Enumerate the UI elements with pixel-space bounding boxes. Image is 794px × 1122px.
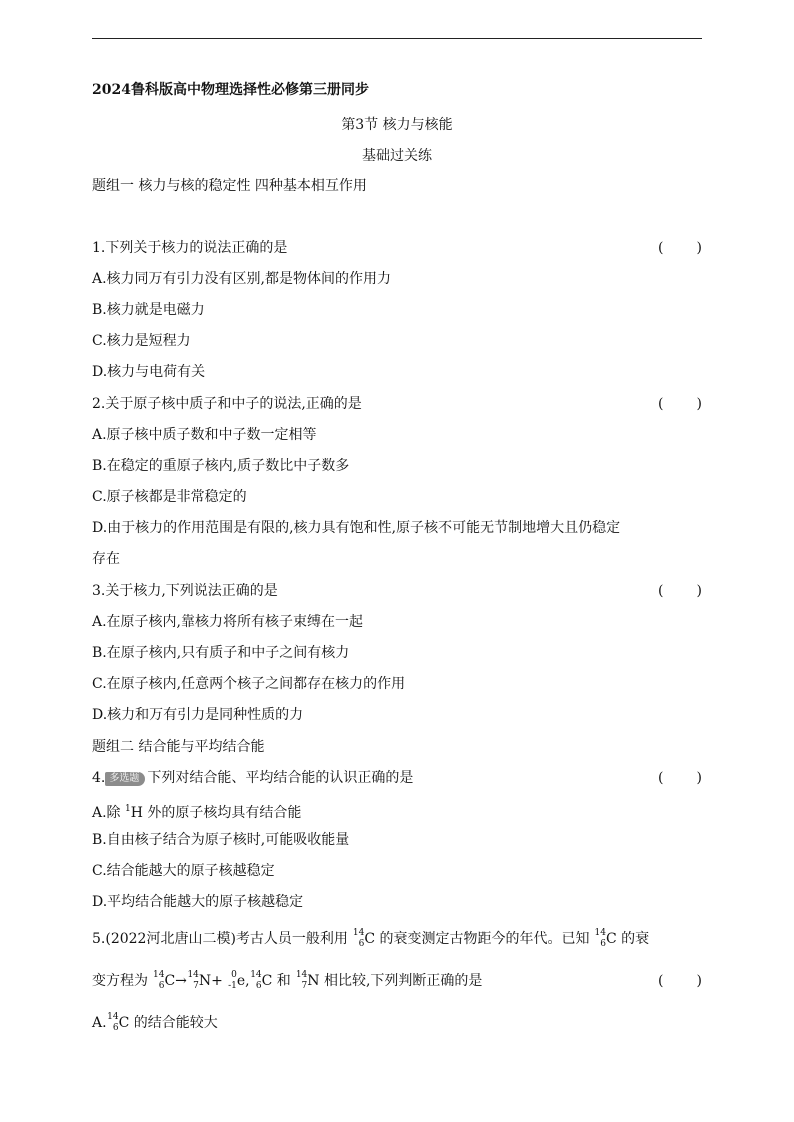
header-rule xyxy=(92,38,702,39)
multi-choice-badge: 多选题 xyxy=(105,772,145,786)
answer-bracket: ( ) xyxy=(658,240,702,256)
document-title: 2024鲁科版高中物理选择性必修第三册同步 xyxy=(92,82,369,98)
question-stem-text: 3.关于核力,下列说法正确的是 xyxy=(92,583,278,599)
question-3-option-b: B.在原子核内,只有质子和中子之间有核力 xyxy=(92,645,350,661)
question-1-option-d: D.核力与电荷有关 xyxy=(92,364,206,380)
question-4-option-a: A.除 $^1$H 外的原子核均具有结合能 xyxy=(92,804,302,821)
nuclide-nitrogen-14: 14 7 xyxy=(295,970,308,991)
question-4-option-c: C.结合能越大的原子核越稳定 xyxy=(92,863,275,879)
nuclide-carbon-14: 14 6 xyxy=(352,928,365,949)
answer-bracket: ( ) xyxy=(658,396,702,412)
nuclide-carbon-14: 14 6 xyxy=(250,970,262,991)
question-2-option-d: D.由于核力的作用范围是有限的,核力具有饱和性,原子核不可能无节制地增大且仍稳定 xyxy=(92,520,621,536)
question-2-option-a: A.原子核中质子数和中子数一定相等 xyxy=(92,427,317,443)
question-3-option-d: D.核力和万有引力是同种性质的力 xyxy=(92,707,304,723)
question-1-option-b: B.核力就是电磁力 xyxy=(92,302,205,318)
question-3-stem xyxy=(92,581,702,601)
question-2-stem xyxy=(92,394,702,414)
question-3-option-c: C.在原子核内,任意两个核子之间都存在核力的作用 xyxy=(92,676,406,692)
question-1-stem xyxy=(92,238,702,258)
answer-bracket: ( ) xyxy=(658,583,702,599)
group-heading-2: 题组二 结合能与平均结合能 xyxy=(92,739,265,755)
question-5-stem-line-1: 5.(2022河北唐山二模)考古人员一般利用 14 6 C 的衰变测定古物距今的年代。已知 14 6 C 的衰 xyxy=(92,928,650,949)
question-stem-text: 下列对结合能、平均结合能的认识正确的是 xyxy=(147,770,414,786)
question-5-stem-line-2: 变方程为 14 6 C→ 14 7 N+ 0 -1 e, 14 6 C 和 14 7 N 相比较,下列判断正确的是 ( ) xyxy=(92,970,702,991)
question-3-option-a: A.在原子核内,靠核力将所有核子束缚在一起 xyxy=(92,614,364,630)
nuclide-carbon-14: 14 6 xyxy=(153,970,165,991)
question-4-stem: 4. 多选题 下列对结合能、平均结合能的认识正确的是 ( ) xyxy=(92,770,702,786)
question-4-option-d: D.平均结合能越大的原子核越稳定 xyxy=(92,894,304,910)
question-4-option-b: B.自由核子结合为原子核时,可能吸收能量 xyxy=(92,832,350,848)
group-heading-1: 题组一 核力与核的稳定性 四种基本相互作用 xyxy=(92,178,367,194)
nuclide-carbon-14: 14 6 xyxy=(594,928,606,949)
section-title: 第3节 核力与核能 xyxy=(341,117,453,133)
particle-electron: 0 -1 xyxy=(228,970,237,991)
nuclide-nitrogen-14: 14 7 xyxy=(187,970,199,991)
question-stem-text: 1.下列关于核力的说法正确的是 xyxy=(92,240,288,256)
question-1-option-c: C.核力是短程力 xyxy=(92,333,191,349)
question-2-option-d-continued: 存在 xyxy=(92,551,120,567)
answer-bracket: ( ) xyxy=(658,770,702,786)
answer-bracket: ( ) xyxy=(658,973,702,989)
question-5-option-a: A. 14 6 C 的结合能较大 xyxy=(92,1012,218,1033)
question-2-option-b: B.在稳定的重原子核内,质子数比中子数多 xyxy=(92,458,350,474)
question-stem-text: 2.关于原子核中质子和中子的说法,正确的是 xyxy=(92,396,362,412)
question-1-option-a: A.核力同万有引力没有区别,都是物体间的作用力 xyxy=(92,271,392,287)
question-2-option-c: C.原子核都是非常稳定的 xyxy=(92,489,247,505)
section-subtitle: 基础过关练 xyxy=(362,148,432,164)
nuclide-carbon-14: 14 6 xyxy=(107,1012,119,1033)
